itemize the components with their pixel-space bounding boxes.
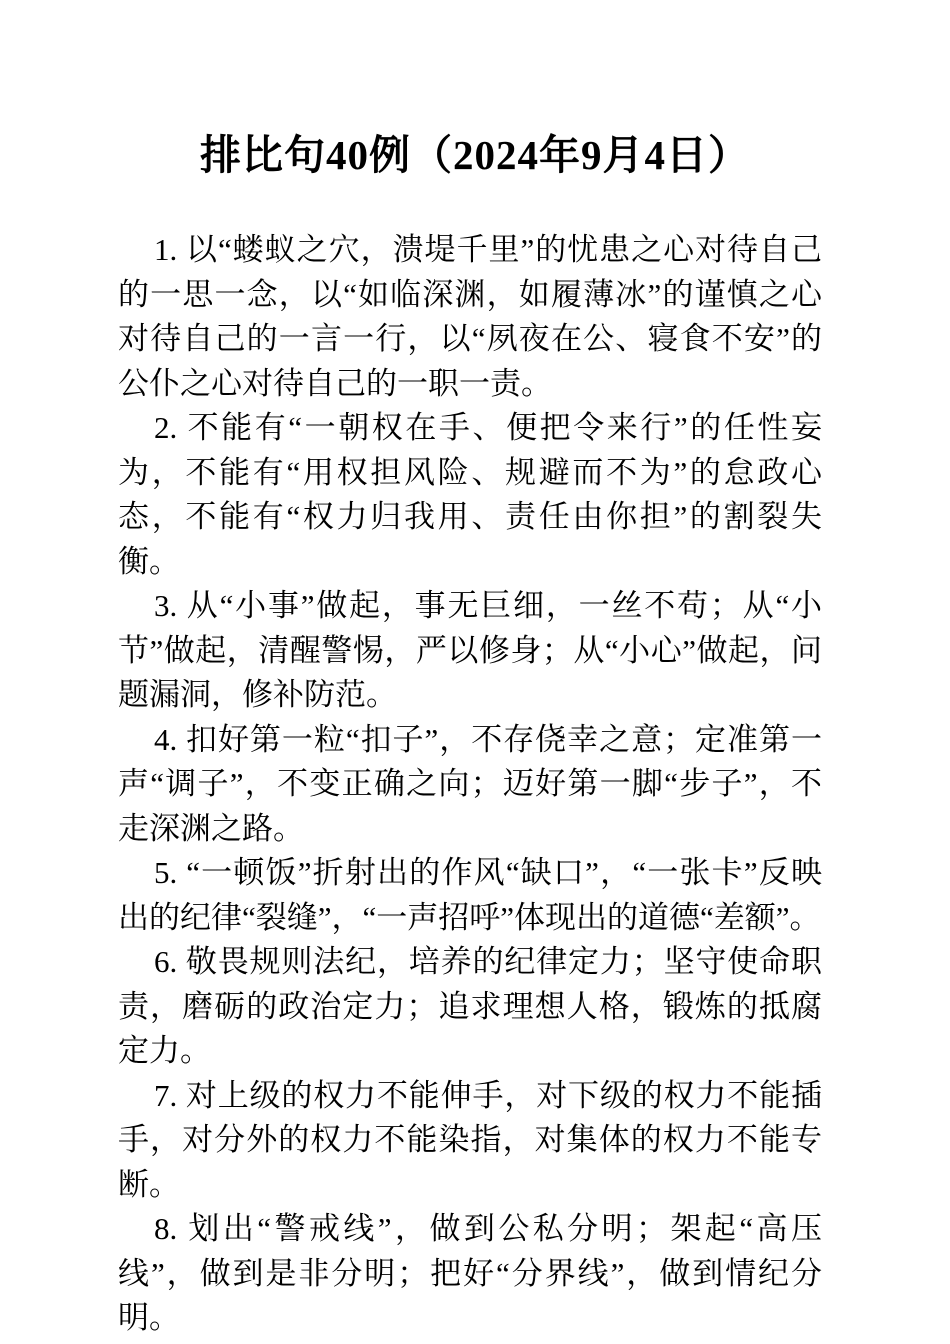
paragraph-2: 2. 不能有“一朝权在手、便把令来行”的任性妄为，不能有“用权担风险、规避而不为”的怠政心态，不能有“权力归我用、责任由你担”的割裂失衡。 bbox=[118, 410, 822, 579]
paragraph-3: 3. 从“小事”做起，事无巨细，一丝不苟；从“小节”做起，清醒警惕，严以修身；从“小心”做起，问题漏洞，修补防范。 bbox=[118, 588, 822, 712]
paragraph-8: 8. 划出“警戒线”，做到公私分明；架起“高压线”，做到是非分明；把好“分界线”，做到情纪分明。 bbox=[118, 1211, 822, 1335]
document-body bbox=[0, 228, 950, 1341]
paragraph-5: 5. “一顿饭”折射出的作风“缺口”，“一张卡”反映出的纪律“裂缝”，“一声招呼”体现出的道德“差额”。 bbox=[118, 855, 822, 935]
document-title: 排比句40例（2024年9月4日） bbox=[200, 132, 750, 178]
paragraph-7: 7. 对上级的权力不能伸手，对下级的权力不能插手，对分外的权力不能染指，对集体的权力不能专断。 bbox=[118, 1077, 822, 1202]
paragraph-1: 1. 以“蝼蚁之穴，溃堤千里”的忧患之心对待自己的一思一念，以“如临深渊，如履薄冰”的谨慎之心对待自己的一言一行，以“夙夜在公、寝食不安”的公仆之心对待自己的一职一责。 bbox=[118, 232, 822, 401]
paragraph-4: 4. 扣好第一粒“扣子”，不存侥幸之意；定准第一声“调子”，不变正确之向；迈好第一脚“步子”，不走深渊之路。 bbox=[118, 721, 822, 846]
paragraph-6: 6. 敬畏规则法纪，培养的纪律定力；坚守使命职责，磨砺的政治定力；追求理想人格，锻炼的抵腐定力。 bbox=[118, 944, 822, 1068]
